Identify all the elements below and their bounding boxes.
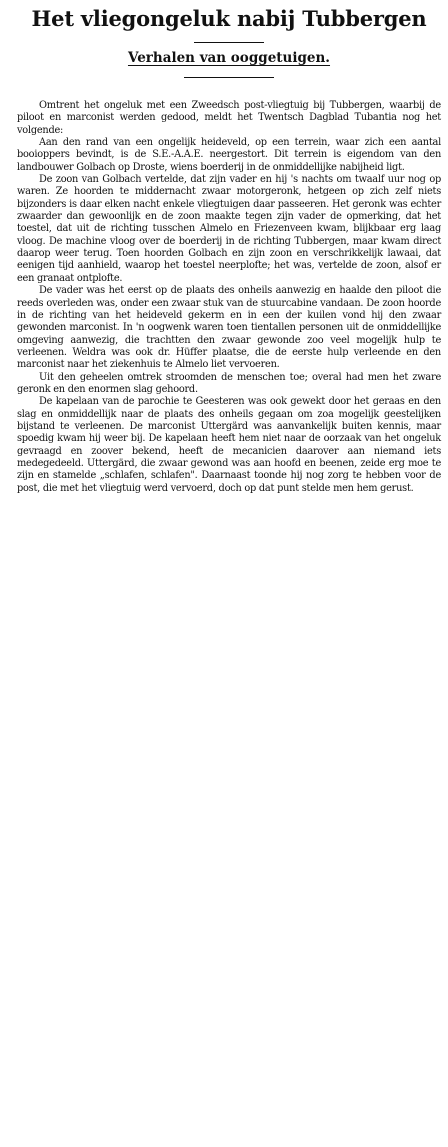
article-paragraph: De zoon van Golbach vertelde, dat zijn vader en hij 's nachts om twaalf uur nog op waren. Ze hoorden te middernacht zwaar motorgeronk, hetgeen op zich zelf niets bijzonders is daar elken nacht enkele vliegtuigen daar passeeren. Het geronk was echter zwaarder dan gewoonlijk en de zoon maakte tegen zijn vader de opmerking, dat het toestel, dat uit de richting tusschen Almelo en Friezenveen kwam, blijkbaar erg laag vloog. De machine vloog over de boerderij in de richting Tubbergen, maar kwam direct daarop weer terug. Toen hoorden Golbach en zijn zoon en verschrikkelijk lawaai, dat eenigen tijd aanhield, waarop het toestel neerplofte; het was, vertelde de zoon, alsof er een granaat ontplofte. (17, 174, 441, 284)
article-paragraph: De kapelaan van de parochie te Geesteren was ook gewekt door het geraas en den slag en onmiddellijk naar de plaats des onheils gegaan om zoa mogelijk geestelijken bijstand te verleenen. De marconist Uttergärd was aanvankelijk buiten kennis, maar spoedig kwam hij weer bij. De kapelaan heeft hem niet naar de oorzaak van het ongeluk gevraagd en zoover bekend, heeft de mecanicien daarover aan niemand iets medegedeeld. Uttergärd, die zwaar gewond was aan hoofd en beenen, zeide erg moe te zijn en stamelde „schlafen, schlafen". Daarnaast toonde hij nog zorg te hebben voor de post, die met het vliegtuig werd vervoerd, doch op dat punt stelde men hem gerust. (17, 396, 441, 494)
headline-divider (194, 42, 264, 43)
article-paragraph: Aan den rand van een ongelijk heideveld, op een terrein, waar zich een aantal booioppers bevindt, is de S.E.-A.A.E. neergestort. Dit terrein is eigendom van den landbouwer Golbach op Droste, wiens boerderij in de onmiddellijke nabijheid ligt. (17, 137, 441, 173)
article-paragraph: Omtrent het ongeluk met een Zweedsch post-vliegtuig bij Tubbergen, waarbij de piloot en marconist werden gedood, meldt het Twentsch Dagblad Tubantia nog het volgende: (17, 100, 441, 136)
article-paragraph: Uit den geheelen omtrek stroomden de menschen toe; overal had men het zware geronk en den enormen slag gehoord. (17, 371, 441, 395)
article-headline: Het vliegongeluk nabij Tubbergen (31, 6, 427, 31)
article-body (17, 100, 441, 495)
article-paragraph: De vader was het eerst op de plaats des onheils aanwezig en haalde den piloot die reeds overleden was, onder een zwaar stuk van de stuurcabine vandaan. De zoon hoorde in de richting van het heideveld gekerm en in een der kuilen vond hij den zwaar gewonden marconist. In 'n oogwenk waren toen tientallen personen uit de onmiddellijke omgeving aanwezig, die trachtten den zwaar gewonde zoo veel mogelijk hulp te verleenen. Weldra was ook dr. Hüffer plaatse, die de eerste hulp verleende en den marconist naar het ziekenhuis te Almelo liet vervoeren. (17, 285, 441, 371)
subheading-divider (184, 77, 274, 78)
article-subheading: Verhalen van ooggetuigen. (127, 50, 331, 66)
